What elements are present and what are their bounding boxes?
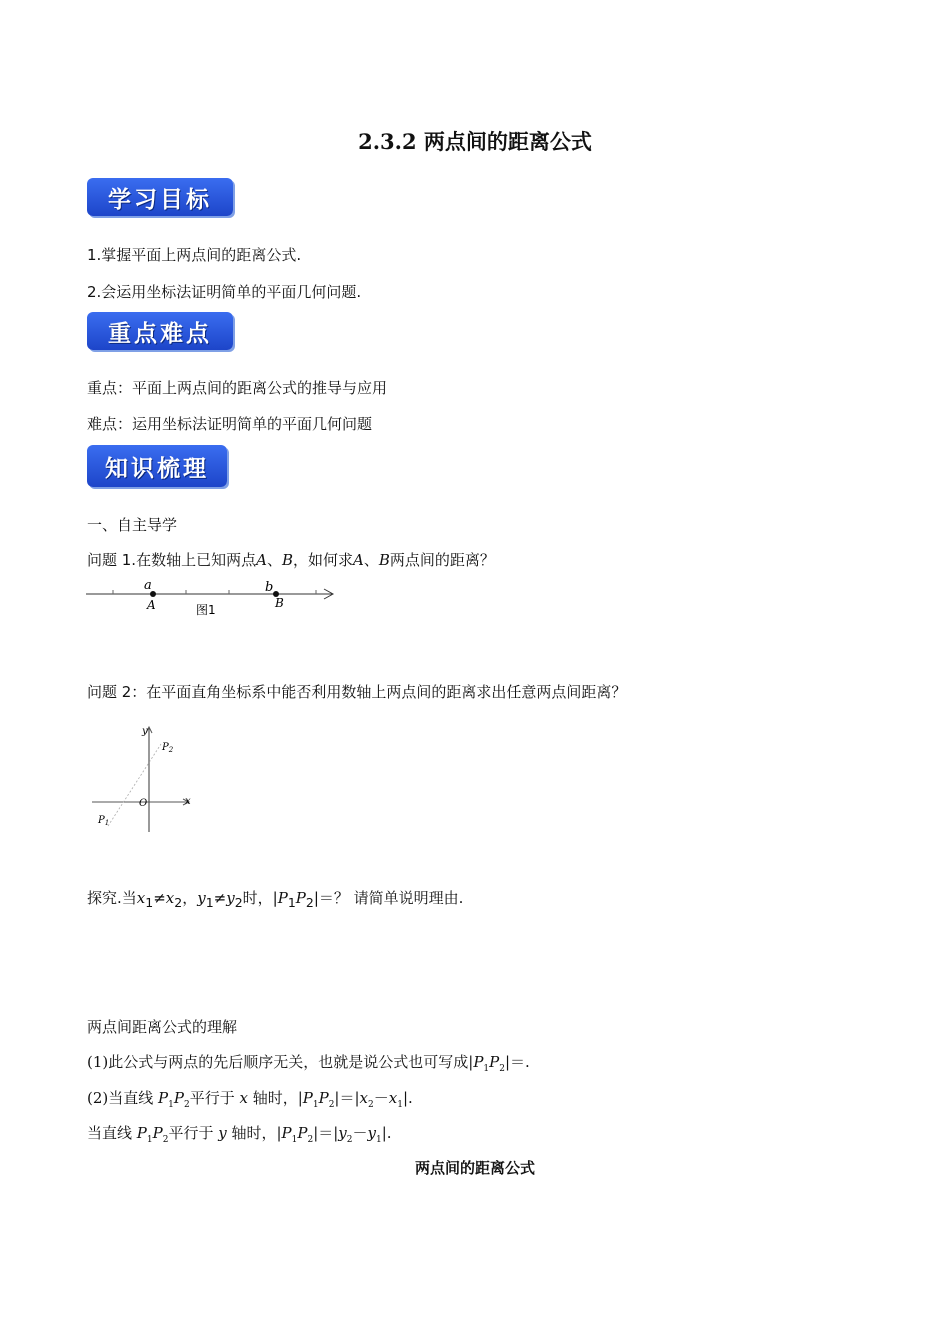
var-p2: P [295, 889, 306, 907]
sub: 2 [234, 895, 243, 910]
explore-mid: 时，| [242, 889, 278, 907]
var: P [318, 1089, 329, 1107]
text: |. [381, 1124, 392, 1142]
var-x2: x [165, 889, 175, 907]
label-x: x [185, 796, 191, 807]
q1-a2: A [353, 551, 364, 569]
comma: ， [182, 889, 198, 907]
text: 平行于 [189, 1089, 240, 1107]
text: － [373, 1089, 389, 1107]
var: P [173, 1089, 184, 1107]
sub: 1 [291, 1135, 298, 1145]
sub: 1 [287, 895, 296, 910]
label-y: y [142, 726, 148, 737]
var: x [359, 1089, 368, 1107]
text: － [352, 1124, 368, 1142]
text: 轴时，| [226, 1124, 282, 1142]
sub: 2 [346, 1135, 353, 1145]
text: (1)此公式与两点的先后顺序无关，也就是说公式也可写成| [87, 1053, 474, 1071]
sub: 2 [499, 1064, 505, 1074]
var: P [489, 1053, 500, 1071]
label-a: a [144, 578, 152, 593]
text: |＝| [313, 1124, 339, 1142]
var: y [367, 1124, 377, 1142]
q1-b2: B [378, 551, 390, 569]
explore-line [87, 887, 463, 910]
var: y [218, 1124, 227, 1142]
sub: 1 [145, 895, 154, 910]
label-point-b: B [275, 596, 284, 610]
sub: 2 [368, 1100, 374, 1110]
text: |＝| [334, 1089, 360, 1107]
q1-prefix: 问题 1.在数轴上已知两点 [87, 551, 257, 569]
number-line-figure [86, 576, 346, 620]
label-point-a: A [147, 598, 156, 612]
q1-sep1: 、 [266, 551, 282, 569]
var: P [136, 1124, 147, 1142]
var: P [473, 1053, 484, 1071]
text: 平行于 [168, 1124, 219, 1142]
text: 当直线 [87, 1124, 137, 1142]
var: P [302, 1089, 313, 1107]
sub: 1 [168, 1100, 174, 1110]
formula-heading: 两点间的距离公式 [414, 1159, 535, 1177]
sub: 1 [312, 1100, 319, 1110]
explore-suffix: |＝？ 请简单说明理由. [313, 889, 464, 907]
sub: 1 [205, 895, 214, 910]
difficulty-text: 难点：运用坐标法证明简单的平面几何问题 [87, 415, 373, 433]
text: 轴时，| [247, 1089, 303, 1107]
question-1 [87, 549, 495, 570]
objective-1: 1.掌握平面上两点间的距离公式. [87, 246, 302, 264]
understanding-line-2 [87, 1087, 413, 1110]
q1-suffix2: 两点间的距离？ [389, 551, 495, 569]
sub: 2 [162, 1135, 169, 1145]
page-title: 2.3.2 两点间的距离公式 [358, 129, 592, 154]
sub: 2 [307, 1135, 314, 1145]
sub: 1 [483, 1064, 490, 1074]
var-x1: x [136, 889, 146, 907]
var: y [338, 1124, 347, 1142]
coordinate-figure [92, 722, 202, 834]
focus-text: 重点：平面上两点间的距离公式的推导与应用 [87, 379, 388, 397]
label-p1: $P_1$ [98, 815, 110, 827]
objective-2: 2.会运用坐标法证明简单的平面几何问题. [87, 283, 362, 301]
q1-b: B [281, 551, 293, 569]
sub: 1 [397, 1100, 403, 1110]
text: |. [402, 1089, 413, 1107]
neq: ≠ [213, 889, 227, 907]
sub: 1 [146, 1135, 153, 1145]
section-heading: 一、自主导学 [87, 516, 178, 534]
var: P [152, 1124, 163, 1142]
understanding-line-1 [87, 1051, 530, 1074]
var-p1: P [277, 889, 288, 907]
q1-a: A [256, 551, 267, 569]
q1-suffix1: ，如何求 [292, 551, 353, 569]
explore-prefix: 探究.当 [87, 889, 137, 907]
text: |＝. [504, 1053, 530, 1071]
sub: 2 [183, 1100, 190, 1110]
badge-knowledge: 知识梳理 [87, 445, 227, 487]
var-y2: y [226, 889, 235, 907]
var: x [239, 1089, 248, 1107]
sub: 1 [376, 1135, 382, 1145]
sub: 2 [305, 895, 314, 910]
sub: 2 [328, 1100, 335, 1110]
badge-key-points: 重点难点 [87, 312, 233, 350]
understanding-heading: 两点间距离公式的理解 [87, 1018, 238, 1036]
var: P [297, 1124, 308, 1142]
badge-objectives: 学习目标 [87, 178, 233, 216]
q1-sep2: 、 [363, 551, 379, 569]
segment-p1-p2 [108, 744, 161, 826]
label-b: b [265, 580, 274, 595]
neq: ≠ [153, 889, 166, 907]
var: P [281, 1124, 292, 1142]
var-y1: y [197, 889, 206, 907]
question-2: 问题 2：在平面直角坐标系中能否利用数轴上两点间的距离求出任意两点间距离？ [87, 683, 627, 701]
sub: 2 [174, 895, 183, 910]
text: (2)当直线 [87, 1089, 159, 1107]
var: x [388, 1089, 398, 1107]
understanding-line-3 [87, 1122, 392, 1145]
label-origin: O [139, 798, 148, 809]
var: P [158, 1089, 169, 1107]
figure-caption: 图1 [196, 603, 216, 617]
label-p2: $P_2$ [162, 742, 174, 754]
